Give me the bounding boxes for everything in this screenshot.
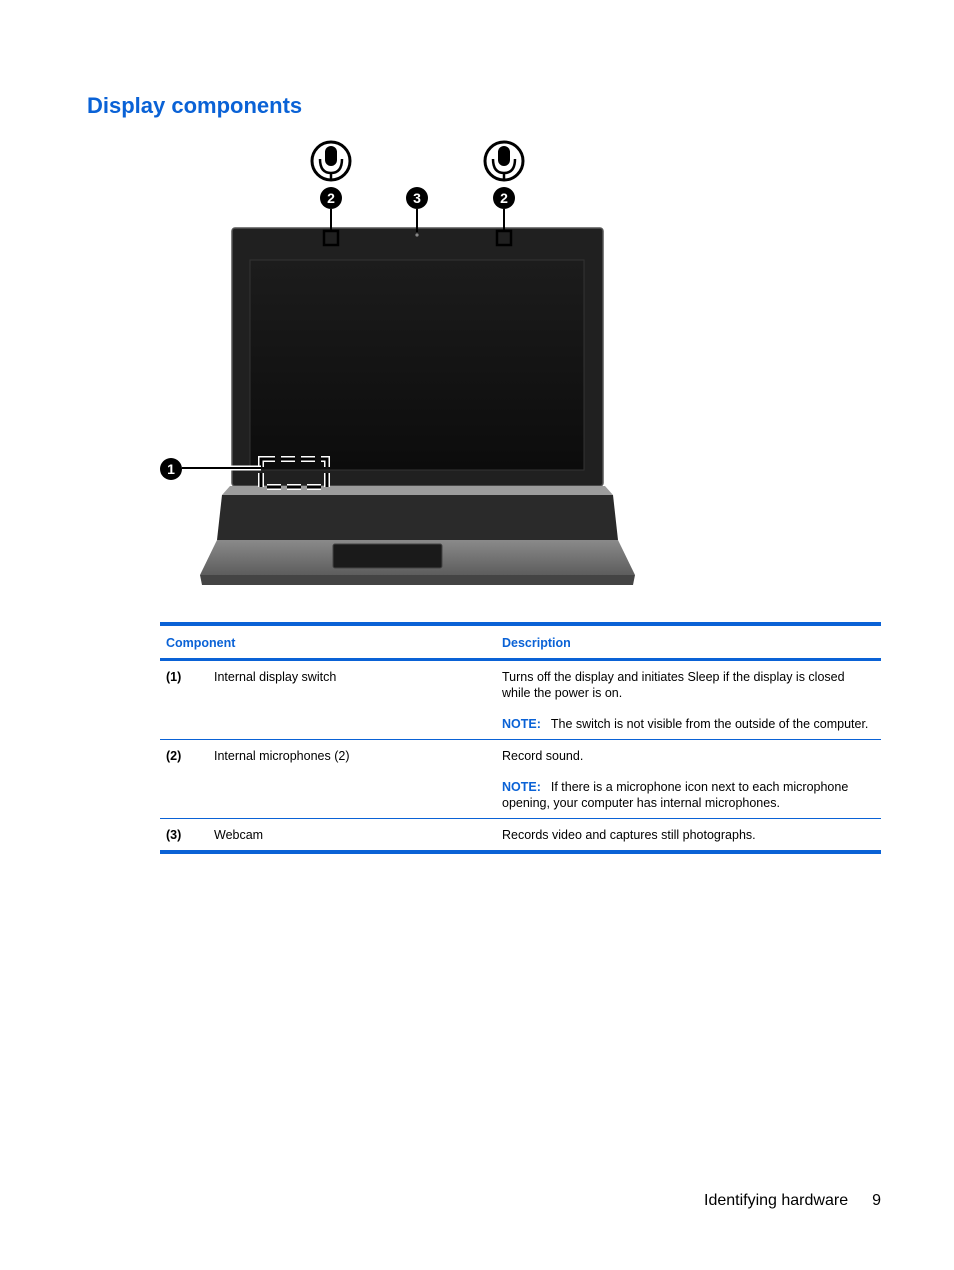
component-description-cell [496, 819, 881, 853]
note-text: If there is a microphone icon next to each microphone opening, your computer has internal microphones. [502, 780, 849, 810]
component-description: Records video and captures still photographs. [502, 828, 756, 842]
component-description-cell [496, 740, 881, 819]
footer-section: Identifying hardware [704, 1192, 849, 1209]
laptop-illustration [150, 135, 650, 605]
page-footer [704, 1192, 881, 1210]
component-number: (1) [160, 660, 208, 740]
page-title: Display components [87, 93, 303, 118]
callout-badge-label: 1 [167, 461, 175, 477]
component-description: Turns off the display and initiates Sleep if the display is closed while the power is on. [502, 670, 845, 700]
note-label: NOTE: [502, 717, 541, 731]
component-description-cell [496, 660, 881, 740]
table-row [160, 819, 881, 853]
webcam-lens [415, 233, 418, 236]
callout-badge-label: 3 [413, 190, 421, 206]
laptop-front-edge [200, 575, 635, 585]
note-label: NOTE: [502, 780, 541, 794]
callout-badge-3 [406, 187, 428, 209]
callout-badge-1 [160, 458, 182, 480]
column-header-component: Component [160, 624, 496, 660]
table-header-row [160, 624, 881, 660]
callout-badge-2 [493, 187, 515, 209]
laptop-figure [150, 135, 650, 605]
note-text: The switch is not visible from the outside of the computer. [550, 717, 869, 731]
note [502, 716, 875, 732]
components-table [160, 622, 881, 854]
microphone-icon [312, 142, 350, 180]
column-header-description: Description [496, 624, 881, 660]
laptop-keyboard [217, 495, 618, 540]
component-description: Record sound. [502, 749, 584, 763]
callout-badge-2 [320, 187, 342, 209]
callout-badge-label: 2 [500, 190, 508, 206]
table-row [160, 740, 881, 819]
component-number: (3) [166, 828, 182, 842]
laptop-screen [250, 260, 584, 470]
laptop-touchpad [333, 544, 442, 568]
callout-badge-label: 2 [327, 190, 335, 206]
component-name: Internal display switch [208, 660, 496, 740]
component-name: Webcam [214, 828, 264, 842]
component-number: (2) [160, 740, 208, 819]
component-name: Internal microphones (2) [208, 740, 496, 819]
table-row [160, 660, 881, 740]
page-number: 9 [872, 1192, 881, 1209]
note [502, 779, 875, 811]
microphone-icon [485, 142, 523, 180]
